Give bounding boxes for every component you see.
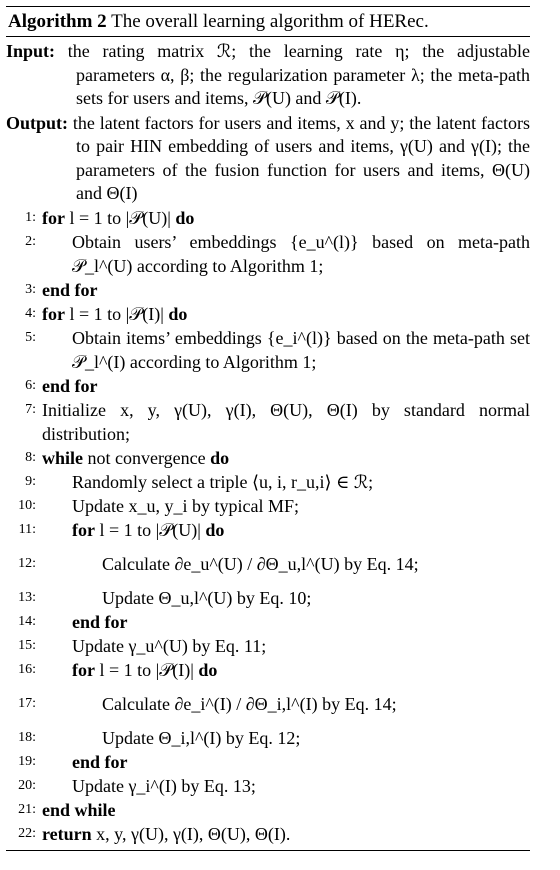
algorithm-line (6, 586, 530, 610)
line-number: 9: (25, 473, 36, 489)
algorithm-line (6, 774, 530, 798)
algorithm-line (6, 374, 530, 398)
line-text: return x, y, γ(U), γ(I), Θ(U), Θ(I). (42, 823, 291, 844)
line-number: 10: (18, 497, 36, 513)
line-text: for l = 1 to |𝒫(U)| do (42, 207, 195, 228)
line-text: Calculate ∂e_u^(U) / ∂Θ_u,l^(U) by Eq. 14; (102, 553, 419, 574)
line-number: 4: (25, 305, 36, 321)
algorithm-label: Algorithm 2 (8, 11, 107, 32)
line-text: Obtain users’ embeddings {e_u^(l)} based on meta-path 𝒫_l^(U) according to Algorithm 1; (72, 231, 530, 276)
algorithm-line (6, 798, 530, 822)
output-label: Output: (6, 112, 69, 133)
algorithm-line (6, 822, 530, 846)
line-number: 3: (25, 281, 36, 297)
line-text: Calculate ∂e_i^(I) / ∂Θ_i,l^(I) by Eq. 14; (102, 693, 397, 714)
line-text: end for (72, 611, 128, 632)
algorithm-line (6, 302, 530, 326)
algorithm-line (6, 230, 530, 278)
line-number: 16: (18, 661, 36, 677)
line-number: 5: (25, 329, 36, 345)
line-text: end for (42, 375, 98, 396)
line-number: 18: (18, 729, 36, 745)
algorithm-line (6, 542, 530, 586)
line-number: 6: (25, 377, 36, 393)
line-text: Update Θ_u,l^(U) by Eq. 10; (102, 587, 312, 608)
line-text: Update Θ_i,l^(I) by Eq. 12; (102, 727, 301, 748)
line-number: 2: (25, 233, 36, 249)
algorithm-steps (6, 206, 530, 846)
algorithm-block (6, 6, 530, 851)
line-number: 12: (18, 555, 36, 571)
line-text: for l = 1 to |𝒫(I)| do (42, 303, 188, 324)
algorithm-line (6, 326, 530, 374)
line-text: Update γ_i^(I) by Eq. 13; (72, 775, 256, 796)
line-number: 7: (25, 401, 36, 417)
input-spec (6, 40, 530, 111)
line-number: 15: (18, 637, 36, 653)
input-label: Input: (6, 41, 56, 61)
line-text: end for (42, 279, 98, 300)
line-number: 11: (18, 521, 36, 537)
line-text: end while (42, 799, 116, 820)
line-number: 21: (18, 801, 36, 817)
line-text: for l = 1 to |𝒫(I)| do (72, 659, 218, 680)
algorithm-line (6, 726, 530, 750)
algorithm-title (6, 7, 530, 36)
algorithm-line (6, 682, 530, 726)
algorithm-line (6, 750, 530, 774)
line-number: 17: (18, 695, 36, 711)
output-text: the latent factors for users and items, x and y; the latent factors to pair HIN embedding of users and items, γ(U) and γ(I); the parameters of the fusion function for users and items, Θ(U) and Θ(I) (72, 112, 530, 203)
algorithm-line (6, 206, 530, 230)
input-text: the rating matrix ℛ; the learning rate η; the adjustable parameters α, β; the regularization parameter λ; the meta-path sets for users and items, 𝒫(U) and 𝒫(I). (67, 41, 530, 108)
algorithm-line (6, 398, 530, 446)
line-number: 22: (18, 825, 36, 841)
algorithm-line (6, 518, 530, 542)
line-number: 20: (18, 777, 36, 793)
line-text: Randomly select a triple ⟨u, i, r_u,i⟩ ∈ ℛ; (72, 471, 374, 492)
line-number: 8: (25, 449, 36, 465)
algorithm-line (6, 494, 530, 518)
line-number: 19: (18, 753, 36, 769)
bottom-rule (6, 850, 530, 851)
line-text: Initialize x, y, γ(U), γ(I), Θ(U), Θ(I) by standard normal distribution; (42, 399, 530, 444)
algorithm-line (6, 278, 530, 302)
algorithm-line (6, 634, 530, 658)
algorithm-line (6, 470, 530, 494)
output-spec (6, 112, 530, 206)
algorithm-caption: The overall learning algorithm of HERec. (111, 11, 429, 32)
line-number: 14: (18, 613, 36, 629)
line-text: end for (72, 751, 128, 772)
algorithm-line (6, 658, 530, 682)
line-text: Obtain items’ embeddings {e_i^(l)} based on the meta-path set 𝒫_l^(I) according to Algorithm 1; (72, 327, 530, 372)
line-text: Update x_u, y_i by typical MF; (72, 495, 299, 516)
line-text: Update γ_u^(U) by Eq. 11; (72, 635, 267, 656)
algorithm-line (6, 610, 530, 634)
line-text: for l = 1 to |𝒫(U)| do (72, 519, 225, 540)
line-number: 1: (25, 209, 36, 225)
line-number: 13: (18, 589, 36, 605)
algorithm-line (6, 446, 530, 470)
line-text: while not convergence do (42, 447, 230, 468)
title-rule (6, 36, 530, 37)
